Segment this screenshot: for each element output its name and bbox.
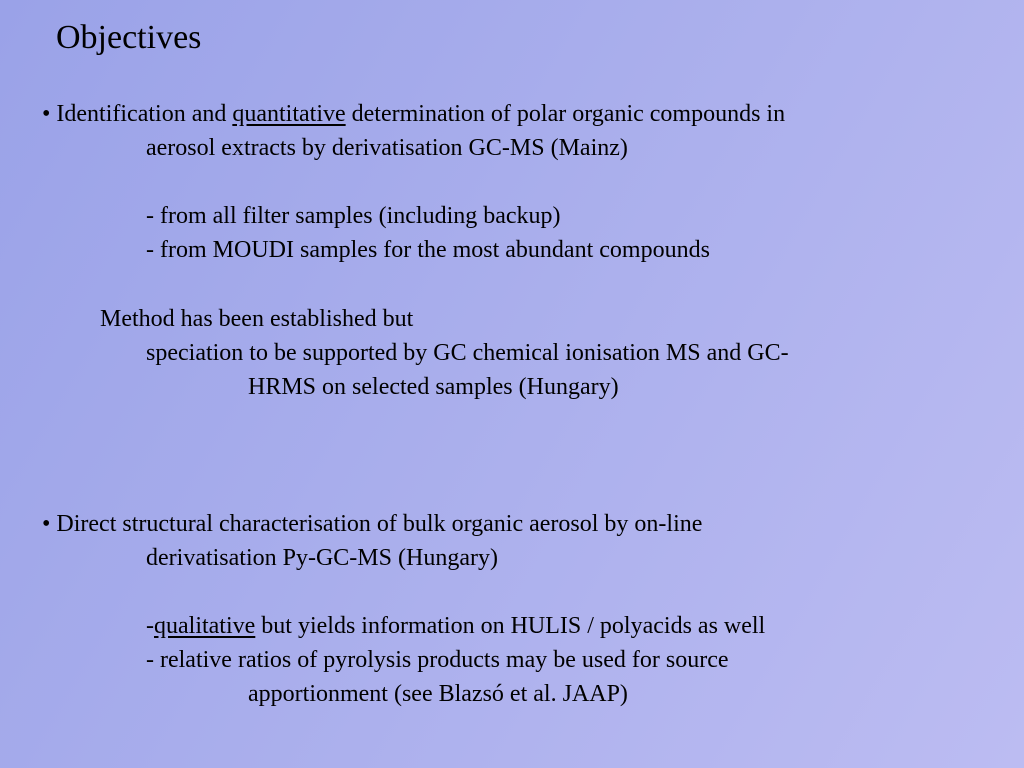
- underlined-qualitative: qualitative: [154, 613, 256, 639]
- bullet-2-text: Direct structural characterisation of bulk organic aerosol by on-line: [56, 511, 703, 537]
- underlined-quantitative: quantitative: [232, 101, 346, 127]
- slide-title: Objectives: [56, 19, 202, 56]
- bullet-2-sub-item-1: [146, 612, 765, 640]
- bullet-1-sub-item-2: - from MOUDI samples for the most abundant compounds: [146, 237, 710, 263]
- sub-item-dash: -: [146, 613, 154, 639]
- bullet-marker: •: [42, 511, 51, 537]
- bullet-2-line: [42, 510, 702, 538]
- bullet-1-text-post: determination of polar organic compounds in: [351, 101, 786, 127]
- bullet-2-continuation: derivatisation Py-GC-MS (Hungary): [146, 545, 498, 571]
- bullet-2-sub-item-2-continuation: apportionment (see Blazsó et al. JAAP): [248, 681, 628, 707]
- sub-item-1-text: but yields information on HULIS / polyacids as well: [261, 613, 766, 639]
- method-continuation-1: speciation to be supported by GC chemical ionisation MS and GC-: [146, 340, 789, 366]
- bullet-1-text-pre: Identification and: [56, 101, 227, 127]
- bullet-1-continuation: aerosol extracts by derivatisation GC-MS (Mainz): [146, 135, 628, 161]
- bullet-marker: •: [42, 101, 51, 127]
- bullet-2-sub-item-2: - relative ratios of pyrolysis products may be used for source: [146, 647, 729, 673]
- method-continuation-2: HRMS on selected samples (Hungary): [248, 374, 619, 400]
- bullet-1-sub-item-1: - from all filter samples (including backup): [146, 203, 561, 229]
- bullet-1-line: [42, 100, 785, 128]
- method-line: Method has been established but: [100, 306, 414, 332]
